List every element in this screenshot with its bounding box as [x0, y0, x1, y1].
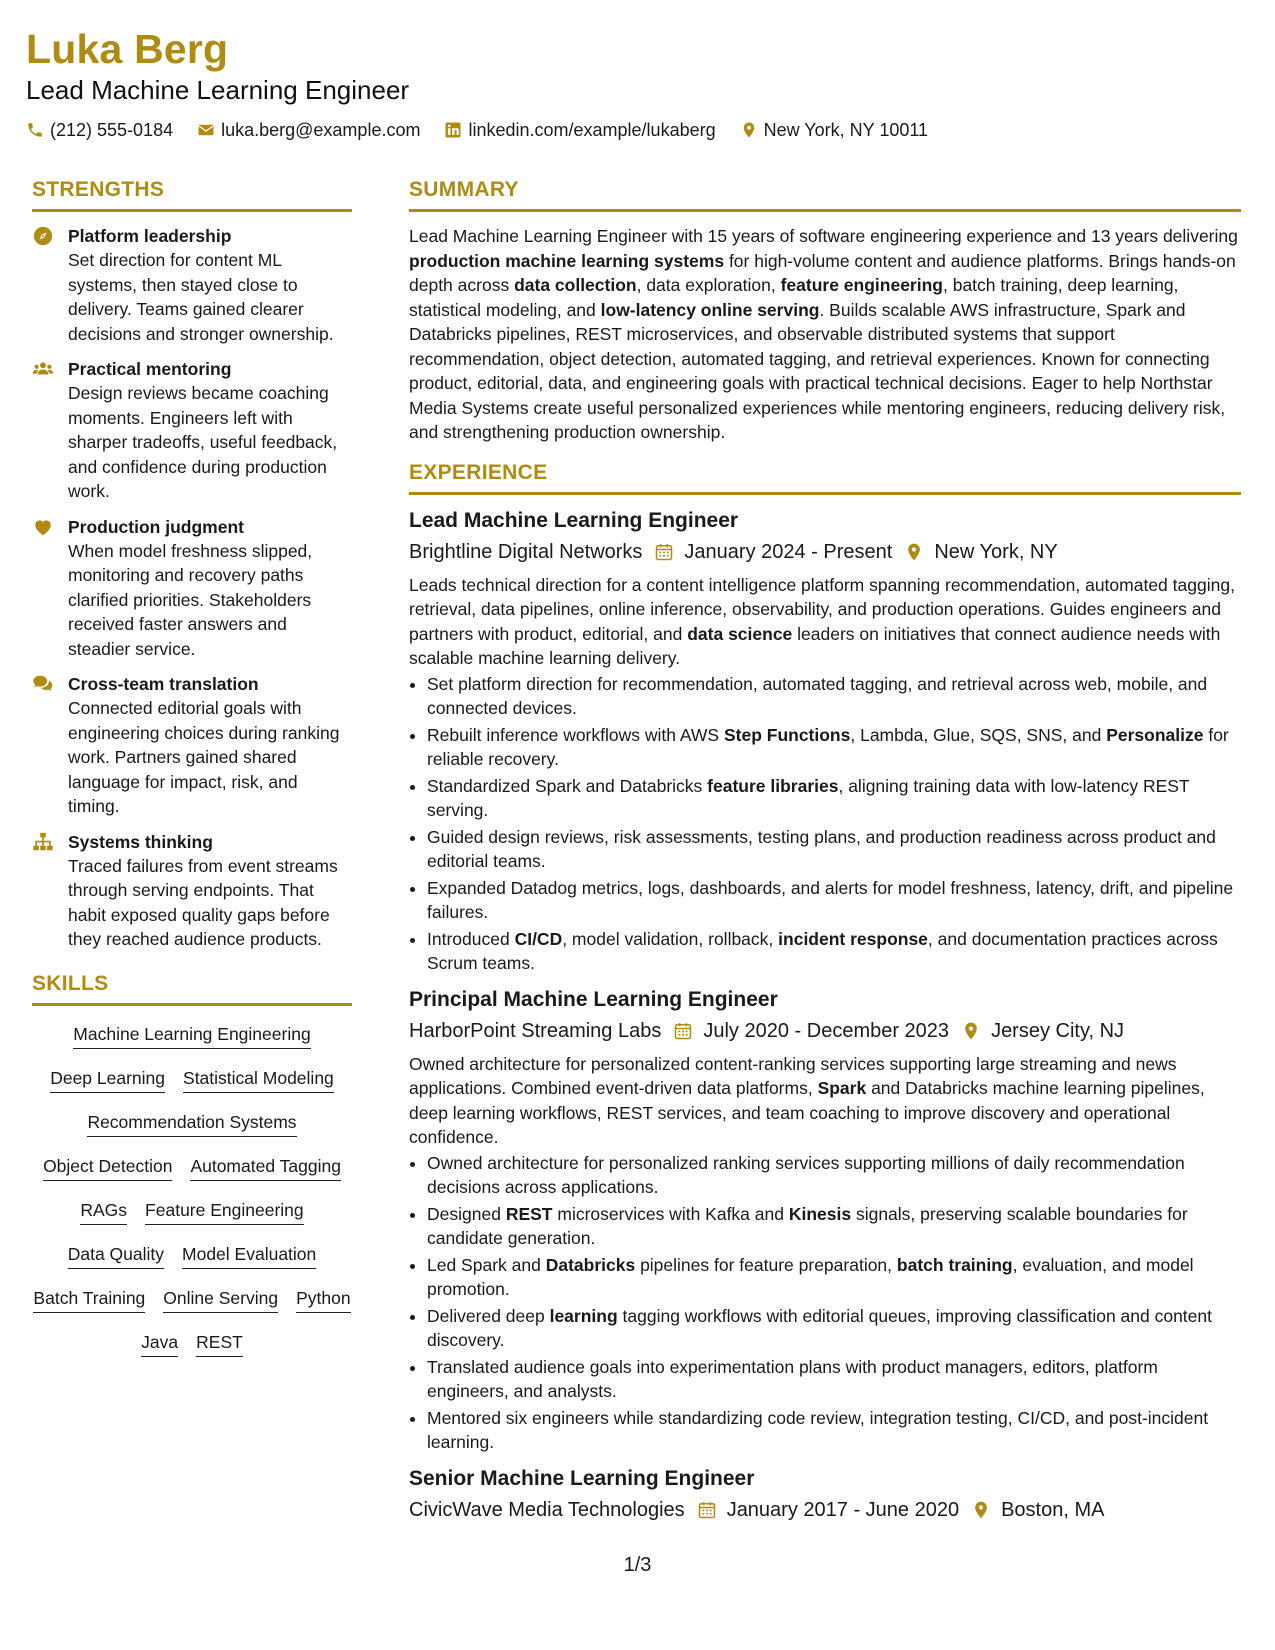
strength-item: [32, 830, 352, 952]
calendar-icon: [673, 1021, 693, 1041]
bullet-item: • Translated audience goals into experimentation plans with product managers, editors, platform engineers, and analysts.: [427, 1355, 1241, 1404]
contact-linkedin[interactable]: [444, 118, 715, 142]
job-title: Lead Machine Learning Engineer: [409, 508, 739, 532]
job-description: Leads technical direction for a content intelligence platform spanning recommendation, automated tagging, retrieval, data pipelines, online inference, observability, and production operations. Guides engineers and partners with product, editorial, and data science leaders on initiatives that connect audience needs with scalable machine learning delivery.: [409, 574, 1235, 668]
compass-icon: [32, 225, 54, 247]
skill-tag: Data Quality: [68, 1242, 164, 1269]
candidate-title: Lead Machine Learning Engineer: [26, 75, 410, 105]
job-title: Senior Machine Learning Engineer: [409, 1466, 755, 1490]
job-meta: [409, 537, 1241, 567]
job-location: Jersey City, NJ: [991, 1019, 1125, 1042]
email-text: luka.berg@example.com: [221, 120, 421, 140]
linkedin-text: linkedin.com/example/lukaberg: [468, 120, 716, 140]
skills-list: [32, 1018, 352, 1357]
bullet-item: • Owned architecture for personalized ranking services supporting millions of daily recommendation decisions across applications.: [427, 1151, 1241, 1200]
location-text: New York, NY 10011: [763, 120, 929, 140]
heart-icon: [32, 516, 54, 538]
map-pin-icon: [740, 121, 758, 139]
bullet-item: • Guided design reviews, risk assessments, testing plans, and production readiness across product and editorial teams.: [427, 825, 1241, 874]
map-pin-icon: [971, 1500, 991, 1520]
strength-name: Production judgment: [68, 516, 244, 537]
contact-phone[interactable]: [26, 118, 173, 142]
job-company: HarborPoint Streaming Labs: [409, 1019, 662, 1042]
summary-heading: SUMMARY: [409, 176, 1241, 212]
strength-desc: When model freshness slipped, monitoring and recovery paths clarified priorities. Stakeholders received faster answers and steadier service.: [68, 540, 313, 659]
experience-heading: EXPERIENCE: [409, 459, 1241, 495]
bullet-item: • Standardized Spark and Databricks feature libraries, aligning training data with low-latency REST serving.: [427, 774, 1241, 823]
skill-tag: Model Evaluation: [182, 1242, 316, 1269]
strength-desc: Traced failures from event streams through serving endpoints. That habit exposed quality gaps before they reached audience products.: [68, 855, 338, 949]
skill-tag: Feature Engineering: [145, 1198, 304, 1225]
contact-row: [26, 118, 1246, 142]
skill-tag: Object Detection: [43, 1154, 172, 1181]
bullet-item: • Designed REST microservices with Kafka and Kinesis signals, preserving scalable boundaries for candidate generation.: [427, 1202, 1241, 1251]
job-entry: [409, 986, 1241, 1455]
resume-header: [26, 24, 1246, 142]
job-location: Boston, MA: [1001, 1498, 1105, 1521]
skill-tag: Python: [296, 1286, 350, 1313]
job-meta: [409, 1016, 1241, 1046]
bullet-item: • Led Spark and Databricks pipelines for feature preparation, batch training, evaluation, and model promotion.: [427, 1253, 1241, 1302]
left-column: [32, 176, 352, 1357]
skill-tag: Java: [141, 1330, 178, 1357]
job-description: Owned architecture for personalized content-ranking services supporting large streaming and news applications. Combined event-driven data platforms, Spark and Databricks machine learning pipelines, deep learning workflows, REST services, and team coaching to improve discovery and operational confidence.: [409, 1053, 1205, 1147]
strength-name: Platform leadership: [68, 226, 232, 246]
job-title: Principal Machine Learning Engineer: [409, 987, 778, 1011]
sitemap-icon: [32, 831, 54, 853]
strength-desc: Connected editorial goals with engineering choices during ranking work. Partners gained shared language for impact, risk, and timing.: [68, 698, 340, 816]
strength-item: [32, 357, 352, 504]
candidate-name: Luka Berg: [26, 26, 229, 72]
job-company: CivicWave Media Technologies: [409, 1498, 685, 1521]
bullet-item: • Set platform direction for recommendation, automated tagging, and retrieval across web, mobile, and connected devices.: [427, 672, 1241, 721]
contact-location: [740, 118, 928, 142]
right-column: [409, 176, 1241, 1535]
bullet-item: • Delivered deep learning tagging workflows with editorial queues, improving classification and content discovery.: [427, 1304, 1241, 1353]
contact-email[interactable]: [197, 118, 420, 142]
experience-list: [409, 507, 1241, 1525]
skill-tag: Batch Training: [33, 1286, 145, 1313]
job-dates: January 2017 - June 2020: [726, 1498, 960, 1521]
strength-desc: Design reviews became coaching moments. Engineers left with sharper tradeoffs, useful feedback, and confidence during production work.: [68, 383, 338, 501]
job-bullets: [409, 1151, 1241, 1455]
strength-desc: Set direction for content ML systems, then stayed close to delivery. Teams gained clearer decisions and stronger ownership.: [68, 250, 334, 344]
skill-tag: Online Serving: [163, 1286, 278, 1313]
strength-item: [32, 672, 352, 819]
calendar-icon: [697, 1500, 717, 1520]
skill-tag: Statistical Modeling: [183, 1066, 334, 1093]
skills-section: [32, 970, 352, 1357]
job-entry: [409, 507, 1241, 976]
skill-tag: Automated Tagging: [190, 1154, 341, 1181]
linkedin-icon: [444, 121, 462, 139]
skill-tag: Recommendation Systems: [87, 1110, 296, 1137]
job-meta: [409, 1495, 1241, 1525]
skill-tag: Deep Learning: [50, 1066, 165, 1093]
users-icon: [32, 358, 54, 380]
job-location: New York, NY: [934, 540, 1058, 563]
skill-tag: REST: [196, 1330, 243, 1357]
skill-tag: RAGs: [80, 1198, 127, 1225]
strength-item: [32, 515, 352, 662]
comments-icon: [32, 673, 54, 695]
job-dates: January 2024 - Present: [684, 540, 893, 563]
summary-text: Lead Machine Learning Engineer with 15 years of software engineering experience and 13 years delivering production machine learning systems for high-volume content and audience platforms. Brings hands-on depth across data collection, data exploration, feature engineering, batch training, deep learning, statistical modeling, and low-latency online serving. Builds scalable AWS infrastructure, Spark and Databricks pipelines, REST microservices, and observable distributed systems that support recommendation, object detection, automated tagging, and retrieval experiences. Known for connecting product, editorial, data, and engineering goals with practical technical decisions. Eager to help Northstar Media Systems create useful personalized experiences while mentoring engineers, reducing delivery risk, and strengthening production ownership.: [409, 226, 1238, 442]
bullet-item: • Mentored six engineers while standardizing code review, integration testing, CI/CD, and post-incident learning.: [427, 1406, 1241, 1455]
bullet-item: • Expanded Datadog metrics, logs, dashboards, and alerts for model freshness, latency, drift, and pipeline failures.: [427, 876, 1241, 925]
strength-item: [32, 224, 352, 346]
bullet-item: • Rebuilt inference workflows with AWS Step Functions, Lambda, Glue, SQS, SNS, and Personalize for reliable recovery.: [427, 723, 1241, 772]
job-entry: [409, 1465, 1241, 1525]
job-bullets: [409, 672, 1241, 976]
strength-name: Cross-team translation: [68, 674, 259, 694]
envelope-icon: [197, 121, 215, 139]
job-company: Brightline Digital Networks: [409, 540, 643, 563]
map-pin-icon: [961, 1021, 981, 1041]
skills-heading: SKILLS: [32, 970, 352, 1006]
bullet-item: • Introduced CI/CD, model validation, rollback, incident response, and documentation practices across Scrum teams.: [427, 927, 1241, 976]
skill-tag: Machine Learning Engineering: [73, 1022, 310, 1049]
phone-text: (212) 555-0184: [50, 120, 174, 140]
phone-icon: [26, 121, 44, 139]
page-number: 1/3: [623, 1554, 652, 1576]
strength-name: Systems thinking: [68, 831, 213, 852]
strength-name: Practical mentoring: [68, 359, 232, 379]
map-pin-icon: [904, 542, 924, 562]
job-dates: July 2020 - December 2023: [703, 1019, 950, 1042]
calendar-icon: [654, 542, 674, 562]
strengths-heading: STRENGTHS: [32, 176, 352, 212]
